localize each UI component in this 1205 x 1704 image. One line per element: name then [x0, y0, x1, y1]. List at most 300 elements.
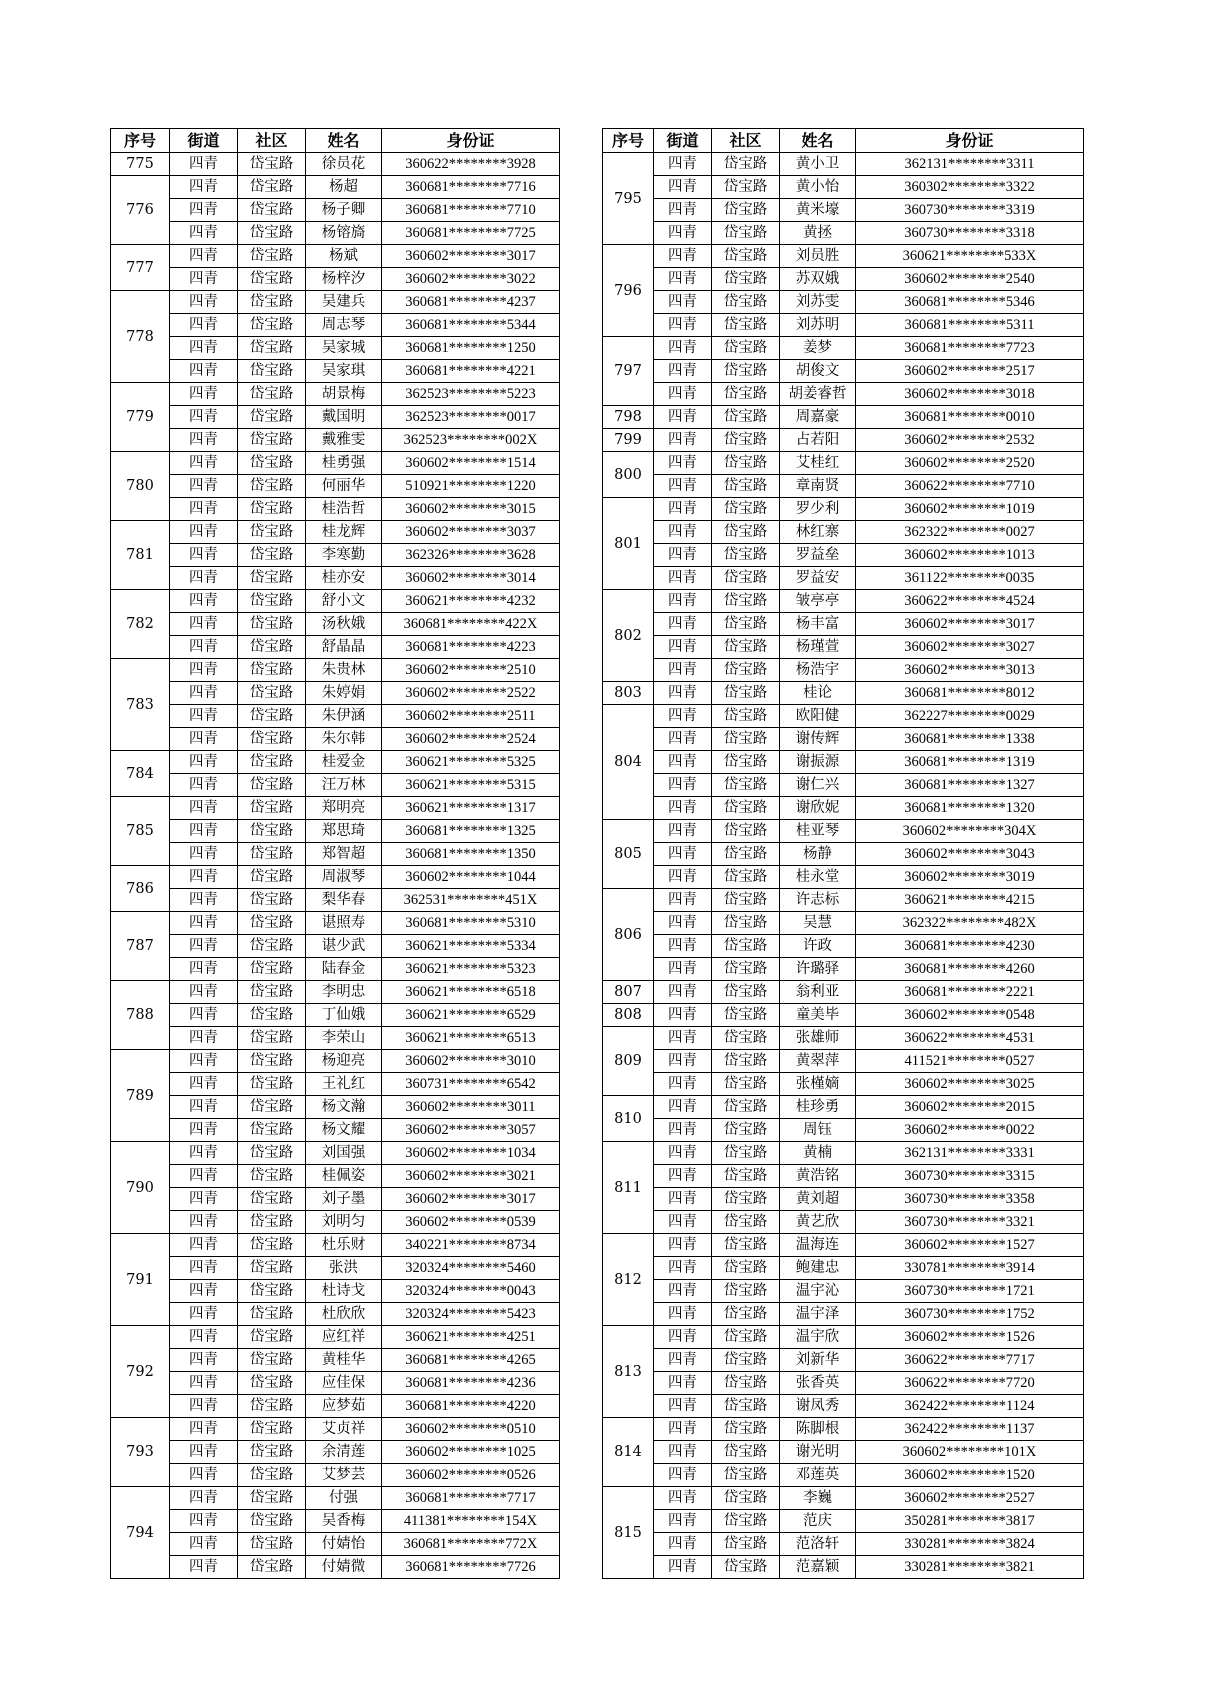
table-row	[603, 1441, 1084, 1464]
community-cell: 岱宝路	[712, 682, 780, 705]
table-row	[603, 797, 1084, 820]
name-cell: 谢仁兴	[780, 774, 856, 797]
name-cell: 黄浩铭	[780, 1165, 856, 1188]
table-row	[111, 659, 560, 682]
id-cell: 360602********3017	[382, 1188, 560, 1211]
table-row	[111, 1280, 560, 1303]
name-cell: 徐员花	[306, 153, 382, 176]
id-cell: 360602********3010	[382, 1050, 560, 1073]
table-row	[603, 314, 1084, 337]
id-cell: 360602********3043	[856, 843, 1084, 866]
id-cell: 360602********2511	[382, 705, 560, 728]
name-cell: 桂论	[780, 682, 856, 705]
street-cell: 四青	[654, 1165, 712, 1188]
table-row	[111, 521, 560, 544]
street-cell: 四青	[654, 1533, 712, 1556]
table-row	[111, 567, 560, 590]
street-cell: 四青	[654, 429, 712, 452]
table-row	[111, 1050, 560, 1073]
table-row	[111, 1188, 560, 1211]
table-row	[111, 590, 560, 613]
community-cell: 岱宝路	[712, 751, 780, 774]
street-cell: 四青	[170, 1257, 238, 1280]
table-row	[603, 176, 1084, 199]
table-row	[603, 498, 1084, 521]
table-row	[111, 1533, 560, 1556]
id-cell: 360681********4265	[382, 1349, 560, 1372]
street-cell: 四青	[654, 498, 712, 521]
street-cell: 四青	[170, 912, 238, 935]
id-cell: 360602********2532	[856, 429, 1084, 452]
street-cell: 四青	[170, 222, 238, 245]
community-cell: 岱宝路	[238, 1510, 306, 1533]
seq-cell: 791	[111, 1234, 170, 1326]
header-street: 街道	[170, 129, 238, 153]
name-cell: 朱贵林	[306, 659, 382, 682]
table-row	[603, 1027, 1084, 1050]
name-cell: 舒晶晶	[306, 636, 382, 659]
street-cell: 四青	[170, 958, 238, 981]
street-cell: 四青	[654, 245, 712, 268]
street-cell: 四青	[170, 1556, 238, 1579]
id-cell: 360681********5310	[382, 912, 560, 935]
street-cell: 四青	[170, 337, 238, 360]
community-cell: 岱宝路	[712, 1487, 780, 1510]
street-cell: 四青	[170, 751, 238, 774]
seq-cell: 800	[603, 452, 654, 498]
table-row	[111, 314, 560, 337]
name-cell: 余清莲	[306, 1441, 382, 1464]
id-cell: 362523********5223	[382, 383, 560, 406]
seq-cell: 810	[603, 1096, 654, 1142]
community-cell: 岱宝路	[712, 1165, 780, 1188]
name-cell: 刘国强	[306, 1142, 382, 1165]
table-row	[603, 429, 1084, 452]
name-cell: 童美毕	[780, 1004, 856, 1027]
street-cell: 四青	[654, 475, 712, 498]
name-cell: 汪万林	[306, 774, 382, 797]
street-cell: 四青	[170, 544, 238, 567]
community-cell: 岱宝路	[712, 705, 780, 728]
name-cell: 桂浩哲	[306, 498, 382, 521]
community-cell: 岱宝路	[712, 1004, 780, 1027]
table-row	[603, 1464, 1084, 1487]
id-cell: 360681********4220	[382, 1395, 560, 1418]
id-cell: 360602********3015	[382, 498, 560, 521]
table-row	[603, 613, 1084, 636]
street-cell: 四青	[654, 1395, 712, 1418]
id-cell: 360602********2527	[856, 1487, 1084, 1510]
community-cell: 岱宝路	[238, 1487, 306, 1510]
street-cell: 四青	[170, 567, 238, 590]
id-cell: 360602********1527	[856, 1234, 1084, 1257]
community-cell: 岱宝路	[712, 1234, 780, 1257]
id-cell: 360602********3017	[382, 245, 560, 268]
community-cell: 岱宝路	[712, 1280, 780, 1303]
id-cell: 411521********0527	[856, 1050, 1084, 1073]
table-row	[111, 1119, 560, 1142]
table-row	[111, 475, 560, 498]
community-cell: 岱宝路	[238, 705, 306, 728]
name-cell: 何丽华	[306, 475, 382, 498]
id-cell: 360602********1520	[856, 1464, 1084, 1487]
community-cell: 岱宝路	[238, 1050, 306, 1073]
community-cell: 岱宝路	[712, 1510, 780, 1533]
community-cell: 岱宝路	[238, 429, 306, 452]
id-cell: 360621********5325	[382, 751, 560, 774]
street-cell: 四青	[654, 1073, 712, 1096]
community-cell: 岱宝路	[238, 843, 306, 866]
id-cell: 360621********5323	[382, 958, 560, 981]
name-cell: 桂亚琴	[780, 820, 856, 843]
community-cell: 岱宝路	[712, 1073, 780, 1096]
table-row	[111, 153, 560, 176]
community-cell: 岱宝路	[712, 176, 780, 199]
street-cell: 四青	[654, 337, 712, 360]
community-cell: 岱宝路	[238, 935, 306, 958]
table-row	[111, 1349, 560, 1372]
community-cell: 岱宝路	[712, 383, 780, 406]
seq-cell: 777	[111, 245, 170, 291]
name-cell: 周钰	[780, 1119, 856, 1142]
name-cell: 胡姜睿哲	[780, 383, 856, 406]
name-cell: 李寒勤	[306, 544, 382, 567]
id-cell: 360730********3358	[856, 1188, 1084, 1211]
community-cell: 岱宝路	[238, 360, 306, 383]
street-cell: 四青	[654, 682, 712, 705]
name-cell: 谢凤秀	[780, 1395, 856, 1418]
community-cell: 岱宝路	[712, 199, 780, 222]
name-cell: 杨瑾萱	[780, 636, 856, 659]
id-cell: 360602********3011	[382, 1096, 560, 1119]
table-row	[111, 613, 560, 636]
seq-cell: 812	[603, 1234, 654, 1326]
street-cell: 四青	[170, 1326, 238, 1349]
street-cell: 四青	[170, 1533, 238, 1556]
name-cell: 吴家城	[306, 337, 382, 360]
street-cell: 四青	[170, 1027, 238, 1050]
id-cell: 320324********5460	[382, 1257, 560, 1280]
community-cell: 岱宝路	[712, 1096, 780, 1119]
id-cell: 360621********6513	[382, 1027, 560, 1050]
community-cell: 岱宝路	[238, 820, 306, 843]
street-cell: 四青	[654, 383, 712, 406]
community-cell: 岱宝路	[238, 1372, 306, 1395]
seq-cell: 784	[111, 751, 170, 797]
community-cell: 岱宝路	[238, 1303, 306, 1326]
id-cell: 360621********533X	[856, 245, 1084, 268]
community-cell: 岱宝路	[712, 1441, 780, 1464]
id-cell: 360681********7723	[856, 337, 1084, 360]
name-cell: 刘苏明	[780, 314, 856, 337]
id-cell: 360681********4221	[382, 360, 560, 383]
street-cell: 四青	[654, 866, 712, 889]
id-cell: 340221********8734	[382, 1234, 560, 1257]
name-cell: 谢光明	[780, 1441, 856, 1464]
name-cell: 汤秋娥	[306, 613, 382, 636]
name-cell: 杨文瀚	[306, 1096, 382, 1119]
id-cell: 360602********2520	[856, 452, 1084, 475]
street-cell: 四青	[654, 1188, 712, 1211]
community-cell: 岱宝路	[712, 1372, 780, 1395]
id-cell: 360681********5311	[856, 314, 1084, 337]
street-cell: 四青	[170, 1510, 238, 1533]
street-cell: 四青	[654, 406, 712, 429]
id-cell: 360602********3019	[856, 866, 1084, 889]
seq-cell: 775	[111, 153, 170, 176]
name-cell: 杜欣欣	[306, 1303, 382, 1326]
id-cell: 360602********1025	[382, 1441, 560, 1464]
community-cell: 岱宝路	[238, 383, 306, 406]
id-cell: 360681********2221	[856, 981, 1084, 1004]
street-cell: 四青	[654, 981, 712, 1004]
id-cell: 360730********3321	[856, 1211, 1084, 1234]
community-cell: 岱宝路	[238, 199, 306, 222]
community-cell: 岱宝路	[238, 1027, 306, 1050]
table-row	[603, 820, 1084, 843]
table-row	[111, 1142, 560, 1165]
name-cell: 黄米壕	[780, 199, 856, 222]
table-row	[111, 751, 560, 774]
table-row	[111, 291, 560, 314]
table-row	[603, 1096, 1084, 1119]
table-row	[603, 199, 1084, 222]
street-cell: 四青	[654, 590, 712, 613]
community-cell: 岱宝路	[712, 544, 780, 567]
table-row	[111, 682, 560, 705]
name-cell: 张香英	[780, 1372, 856, 1395]
community-cell: 岱宝路	[238, 797, 306, 820]
street-cell: 四青	[170, 613, 238, 636]
street-cell: 四青	[170, 1073, 238, 1096]
name-cell: 章南贤	[780, 475, 856, 498]
name-cell: 杜乐财	[306, 1234, 382, 1257]
seq-cell: 795	[603, 153, 654, 245]
id-cell: 360681********4237	[382, 291, 560, 314]
id-cell: 360602********1514	[382, 452, 560, 475]
id-cell: 362131********3311	[856, 153, 1084, 176]
id-cell: 360602********3021	[382, 1165, 560, 1188]
table-row	[603, 1303, 1084, 1326]
id-cell: 360602********101X	[856, 1441, 1084, 1464]
street-cell: 四青	[170, 360, 238, 383]
street-cell: 四青	[170, 1372, 238, 1395]
table-row	[603, 1510, 1084, 1533]
community-cell: 岱宝路	[238, 1556, 306, 1579]
community-cell: 岱宝路	[712, 452, 780, 475]
street-cell: 四青	[654, 935, 712, 958]
community-cell: 岱宝路	[238, 1533, 306, 1556]
table-row	[111, 705, 560, 728]
street-cell: 四青	[170, 429, 238, 452]
street-cell: 四青	[170, 1441, 238, 1464]
community-cell: 岱宝路	[712, 1349, 780, 1372]
table-row	[111, 1395, 560, 1418]
street-cell: 四青	[170, 1004, 238, 1027]
id-cell: 360602********2510	[382, 659, 560, 682]
community-cell: 岱宝路	[238, 1211, 306, 1234]
street-cell: 四青	[170, 383, 238, 406]
table-row	[111, 1073, 560, 1096]
street-cell: 四青	[654, 774, 712, 797]
street-cell: 四青	[170, 475, 238, 498]
street-cell: 四青	[654, 1349, 712, 1372]
id-cell: 360622********7710	[856, 475, 1084, 498]
table-row	[111, 1487, 560, 1510]
table-row	[603, 1487, 1084, 1510]
community-cell: 岱宝路	[712, 1556, 780, 1579]
name-cell: 许璐驿	[780, 958, 856, 981]
street-cell: 四青	[170, 1050, 238, 1073]
name-cell: 戴国明	[306, 406, 382, 429]
name-cell: 皱亭亭	[780, 590, 856, 613]
street-cell: 四青	[170, 245, 238, 268]
community-cell: 岱宝路	[238, 544, 306, 567]
street-cell: 四青	[170, 314, 238, 337]
street-cell: 四青	[170, 1395, 238, 1418]
name-cell: 欧阳健	[780, 705, 856, 728]
id-cell: 360622********4524	[856, 590, 1084, 613]
street-cell: 四青	[654, 1234, 712, 1257]
name-cell: 杨浩宇	[780, 659, 856, 682]
name-cell: 梨华春	[306, 889, 382, 912]
name-cell: 胡俊文	[780, 360, 856, 383]
community-cell: 岱宝路	[238, 176, 306, 199]
name-cell: 温宇沁	[780, 1280, 856, 1303]
community-cell: 岱宝路	[712, 1395, 780, 1418]
id-cell: 362322********482X	[856, 912, 1084, 935]
id-cell: 360622********7720	[856, 1372, 1084, 1395]
table-row	[603, 1165, 1084, 1188]
table-row	[603, 705, 1084, 728]
name-cell: 朱尔韩	[306, 728, 382, 751]
id-cell: 360681********1327	[856, 774, 1084, 797]
table-row	[603, 1372, 1084, 1395]
id-cell: 360730********3319	[856, 199, 1084, 222]
table-row	[603, 337, 1084, 360]
id-cell: 360602********1019	[856, 498, 1084, 521]
table-row	[111, 1096, 560, 1119]
community-cell: 岱宝路	[712, 498, 780, 521]
street-cell: 四青	[654, 820, 712, 843]
community-cell: 岱宝路	[238, 1188, 306, 1211]
name-cell: 王礼红	[306, 1073, 382, 1096]
header-street: 街道	[654, 129, 712, 153]
name-cell: 艾梦芸	[306, 1464, 382, 1487]
name-cell: 刘子墨	[306, 1188, 382, 1211]
table-row	[603, 1418, 1084, 1441]
table-row	[603, 452, 1084, 475]
seq-cell: 813	[603, 1326, 654, 1418]
table-row	[603, 1395, 1084, 1418]
street-cell: 四青	[170, 406, 238, 429]
community-cell: 岱宝路	[238, 613, 306, 636]
street-cell: 四青	[170, 935, 238, 958]
community-cell: 岱宝路	[712, 429, 780, 452]
street-cell: 四青	[170, 1418, 238, 1441]
id-cell: 360681********1325	[382, 820, 560, 843]
street-cell: 四青	[654, 199, 712, 222]
name-cell: 吴慧	[780, 912, 856, 935]
table-row	[111, 498, 560, 521]
header-name: 姓名	[780, 129, 856, 153]
street-cell: 四青	[654, 360, 712, 383]
community-cell: 岱宝路	[238, 521, 306, 544]
street-cell: 四青	[654, 314, 712, 337]
community-cell: 岱宝路	[712, 1211, 780, 1234]
community-cell: 岱宝路	[238, 1234, 306, 1257]
name-cell: 桂爱金	[306, 751, 382, 774]
community-cell: 岱宝路	[712, 981, 780, 1004]
table-row	[603, 843, 1084, 866]
table-row	[111, 1372, 560, 1395]
street-cell: 四青	[654, 1119, 712, 1142]
street-cell: 四青	[654, 1441, 712, 1464]
table-row	[603, 1004, 1084, 1027]
community-cell: 岱宝路	[712, 889, 780, 912]
seq-cell: 811	[603, 1142, 654, 1234]
street-cell: 四青	[170, 705, 238, 728]
table-row	[111, 360, 560, 383]
id-cell: 360622********4531	[856, 1027, 1084, 1050]
table-row	[111, 406, 560, 429]
table-row	[603, 958, 1084, 981]
name-cell: 杨迎亮	[306, 1050, 382, 1073]
name-cell: 黄桂华	[306, 1349, 382, 1372]
community-cell: 岱宝路	[238, 1073, 306, 1096]
table-row	[603, 521, 1084, 544]
street-cell: 四青	[170, 774, 238, 797]
id-cell: 360602********1034	[382, 1142, 560, 1165]
community-cell: 岱宝路	[238, 1119, 306, 1142]
seq-cell: 789	[111, 1050, 170, 1142]
id-cell: 362422********1137	[856, 1418, 1084, 1441]
name-cell: 舒小文	[306, 590, 382, 613]
table-row	[111, 912, 560, 935]
name-cell: 杨镕旖	[306, 222, 382, 245]
street-cell: 四青	[170, 1096, 238, 1119]
community-cell: 岱宝路	[238, 1464, 306, 1487]
community-cell: 岱宝路	[238, 1418, 306, 1441]
id-cell: 411381********154X	[382, 1510, 560, 1533]
id-cell: 360681********4236	[382, 1372, 560, 1395]
id-cell: 360681********7726	[382, 1556, 560, 1579]
street-cell: 四青	[170, 797, 238, 820]
table-row	[111, 337, 560, 360]
table-row	[603, 1142, 1084, 1165]
table-row	[111, 1211, 560, 1234]
table-row	[111, 797, 560, 820]
id-cell: 360681********5346	[856, 291, 1084, 314]
id-cell: 362227********0029	[856, 705, 1084, 728]
name-cell: 应梦茹	[306, 1395, 382, 1418]
name-cell: 杨斌	[306, 245, 382, 268]
community-cell: 岱宝路	[712, 360, 780, 383]
community-cell: 岱宝路	[238, 682, 306, 705]
community-cell: 岱宝路	[238, 958, 306, 981]
seq-cell: 792	[111, 1326, 170, 1418]
name-cell: 杨梓汐	[306, 268, 382, 291]
street-cell: 四青	[170, 866, 238, 889]
name-cell: 郑明亮	[306, 797, 382, 820]
name-cell: 许政	[780, 935, 856, 958]
street-cell: 四青	[654, 222, 712, 245]
seq-cell: 786	[111, 866, 170, 912]
community-cell: 岱宝路	[712, 659, 780, 682]
street-cell: 四青	[170, 728, 238, 751]
community-cell: 岱宝路	[238, 751, 306, 774]
street-cell: 四青	[654, 843, 712, 866]
